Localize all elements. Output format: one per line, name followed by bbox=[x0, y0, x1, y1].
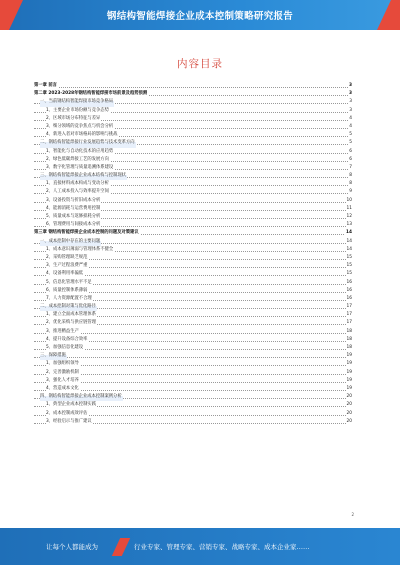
toc-entry-page: 4 bbox=[348, 123, 352, 131]
toc-entry-text: 6、管理费用与间接成本分析 bbox=[46, 221, 101, 229]
toc-entry-text: 4、新进入者对市场格局的影响与挑战 bbox=[46, 131, 118, 139]
report-header bbox=[0, 0, 400, 30]
toc-entry[interactable] bbox=[34, 360, 352, 368]
toc-entry[interactable] bbox=[34, 344, 352, 352]
toc-entry[interactable] bbox=[34, 213, 352, 221]
toc-entry[interactable] bbox=[34, 98, 352, 106]
toc-leader-dots bbox=[34, 382, 352, 383]
toc-entry-page: 19 bbox=[346, 369, 352, 377]
toc-entry-page: 8 bbox=[348, 180, 352, 188]
toc-entry[interactable] bbox=[34, 123, 352, 131]
toc-leader-dots bbox=[34, 365, 352, 366]
toc-heading: 内容目录 bbox=[177, 58, 223, 70]
toc-entry[interactable] bbox=[34, 262, 352, 270]
toc-entry-page: 15 bbox=[346, 270, 352, 278]
toc-entry[interactable] bbox=[34, 393, 352, 401]
toc-entry-page: 15 bbox=[346, 262, 352, 270]
toc-entry-page: 10 bbox=[346, 197, 352, 205]
toc-entry-page: 18 bbox=[346, 344, 352, 352]
toc-entry-text: 1、智能化与自动化技术的应用趋势 bbox=[46, 148, 114, 156]
toc-entry-text: 5、加强信息化建设 bbox=[46, 344, 84, 352]
toc-entry-page: 17 bbox=[346, 303, 352, 311]
toc-entry-page: 17 bbox=[346, 311, 352, 319]
toc-entry-text: 3、推进精益生产 bbox=[46, 328, 80, 336]
toc-entry-page: 14 bbox=[345, 229, 352, 237]
toc-entry-page: 19 bbox=[346, 352, 352, 360]
toc-entry-page: 4 bbox=[348, 115, 352, 123]
table-of-contents bbox=[34, 82, 352, 426]
toc-entry-page: 3 bbox=[348, 98, 352, 106]
toc-entry-text: 4、设备利用率偏低 bbox=[46, 270, 84, 278]
toc-entry-text: 第一章 前言 bbox=[34, 82, 58, 90]
toc-entry-text: 3、强化人才培养 bbox=[46, 377, 80, 385]
toc-entry-text: 3、数字化管理与质量追溯体系建设 bbox=[46, 164, 114, 172]
toc-entry-text: 1、主要企业市场份额与竞争态势 bbox=[46, 107, 110, 115]
toc-entry-text: 4、营造成本文化 bbox=[46, 385, 80, 393]
toc-entry-text: 3、经验启示与推广建议 bbox=[46, 418, 93, 426]
report-footer bbox=[0, 528, 400, 565]
toc-entry-page: 14 bbox=[346, 238, 352, 246]
toc-leader-dots bbox=[34, 357, 352, 358]
toc-entry[interactable] bbox=[34, 131, 352, 139]
toc-entry[interactable] bbox=[34, 352, 352, 360]
toc-entry[interactable] bbox=[34, 401, 352, 409]
toc-entry-page: 14 bbox=[346, 246, 352, 254]
toc-entry[interactable] bbox=[34, 139, 352, 147]
toc-entry[interactable] bbox=[34, 238, 352, 246]
toc-entry[interactable] bbox=[34, 156, 352, 164]
toc-entry-text: 3、细分领域的竞争焦点与机会分析 bbox=[46, 123, 114, 131]
toc-entry-text: 5、质量成本与返修损耗分析 bbox=[46, 213, 101, 221]
page-number: 2 bbox=[351, 512, 354, 517]
toc-entry[interactable] bbox=[34, 188, 352, 196]
toc-entry[interactable] bbox=[34, 319, 352, 327]
toc-entry[interactable] bbox=[34, 410, 352, 418]
toc-entry[interactable] bbox=[34, 336, 352, 344]
toc-entry-page: 16 bbox=[346, 295, 352, 303]
toc-entry[interactable] bbox=[34, 369, 352, 377]
toc-entry-page: 7 bbox=[348, 164, 352, 172]
toc-entry-page: 19 bbox=[346, 385, 352, 393]
toc-entry-text: 4、能源消耗与运营费用控制 bbox=[46, 205, 101, 213]
toc-entry-page: 6 bbox=[348, 148, 352, 156]
toc-entry-text: 三、钢结构智能焊接企业成本结构与控制现状 bbox=[40, 172, 127, 180]
toc-entry[interactable] bbox=[34, 197, 352, 205]
toc-entry-text: 2、完善激励机制 bbox=[46, 369, 80, 377]
toc-entry-text: 第三章 钢结构智能焊接企业成本控制的问题及对策建议 bbox=[34, 229, 140, 237]
toc-leader-dots bbox=[34, 333, 352, 334]
footer-tags: 行业专家、管理专家、营销专家、战略专家、成本企业家…… bbox=[134, 543, 310, 551]
toc-entry-text: 5、信息化管理水平不足 bbox=[46, 279, 93, 287]
toc-entry-text: 一、当前钢结构智能焊接市场竞争格局 bbox=[40, 98, 114, 106]
toc-leader-dots bbox=[34, 374, 352, 375]
toc-entry-page: 3 bbox=[348, 90, 352, 98]
toc-entry-text: 7、人力资源配置不合理 bbox=[46, 295, 93, 303]
toc-entry-text: 一、成本控制中存在的主要问题 bbox=[40, 238, 101, 246]
toc-entry-page: 20 bbox=[346, 410, 352, 418]
toc-entry-page: 18 bbox=[346, 336, 352, 344]
report-title: 钢结构智能焊接企业成本控制策略研究报告 bbox=[106, 11, 294, 22]
toc-entry[interactable] bbox=[34, 254, 352, 262]
toc-entry[interactable] bbox=[34, 172, 352, 180]
toc-entry-page: 3 bbox=[348, 107, 352, 115]
toc-entry-page: 5 bbox=[348, 131, 352, 139]
toc-entry-text: 2、绿色低碳焊接工艺的发展方向 bbox=[46, 156, 110, 164]
toc-entry[interactable] bbox=[34, 246, 352, 254]
toc-entry-text: 1、加强组织领导 bbox=[46, 360, 80, 368]
toc-leader-dots bbox=[34, 390, 352, 391]
toc-entry[interactable] bbox=[34, 82, 352, 90]
toc-entry[interactable] bbox=[34, 205, 352, 213]
toc-entry-page: 5 bbox=[348, 139, 352, 147]
footer-slogan: 让每个人都能成为 bbox=[46, 543, 98, 551]
toc-entry-page: 17 bbox=[346, 319, 352, 327]
toc-entry-page: 3 bbox=[348, 82, 352, 90]
footer-accent bbox=[112, 538, 130, 556]
toc-entry-page: 15 bbox=[346, 254, 352, 262]
toc-entry-text: 2、采购管理缺乏规范 bbox=[46, 254, 88, 262]
toc-entry-text: 1、成本意识薄弱与管理体系不健全 bbox=[46, 246, 114, 254]
toc-entry-page: 16 bbox=[346, 279, 352, 287]
toc-entry[interactable] bbox=[34, 418, 352, 426]
toc-leader-dots bbox=[34, 87, 352, 88]
toc-entry-text: 2、区域市场分布特征与差异 bbox=[46, 115, 101, 123]
toc-entry[interactable] bbox=[34, 107, 352, 115]
toc-entry[interactable] bbox=[34, 221, 352, 229]
toc-entry[interactable] bbox=[34, 229, 352, 237]
toc-entry-page: 19 bbox=[346, 360, 352, 368]
toc-entry[interactable] bbox=[34, 377, 352, 385]
toc-entry-text: 1、建立全面成本管理体系 bbox=[46, 311, 97, 319]
toc-entry-text: 2、优化采购与供应链管理 bbox=[46, 319, 97, 327]
toc-entry[interactable] bbox=[34, 385, 352, 393]
toc-entry[interactable] bbox=[34, 328, 352, 336]
toc-entry-page: 20 bbox=[346, 418, 352, 426]
toc-entry-page: 16 bbox=[346, 287, 352, 295]
toc-entry[interactable] bbox=[34, 270, 352, 278]
toc-entry-page: 13 bbox=[346, 221, 352, 229]
toc-entry-page: 8 bbox=[348, 172, 352, 180]
toc-entry[interactable] bbox=[34, 295, 352, 303]
toc-entry-text: 6、质量控制体系薄弱 bbox=[46, 287, 88, 295]
toc-entry-text: 3、生产过程浪费严重 bbox=[46, 262, 88, 270]
toc-entry-text: 三、保障措施 bbox=[40, 352, 67, 360]
toc-entry-text: 第二章 2023-2028年钢结构智能焊接市场前景及趋势预测 bbox=[34, 90, 148, 98]
toc-entry-text: 3、设备投资与折旧成本分析 bbox=[46, 197, 101, 205]
toc-entry-page: 6 bbox=[348, 156, 352, 164]
toc-entry-text: 2、人工成本投入与效率提升空间 bbox=[46, 188, 110, 196]
toc-entry-page: 11 bbox=[346, 205, 352, 213]
toc-entry[interactable] bbox=[34, 287, 352, 295]
toc-entry[interactable] bbox=[34, 279, 352, 287]
toc-entry[interactable] bbox=[34, 148, 352, 156]
toc-entry[interactable] bbox=[34, 311, 352, 319]
toc-entry-page: 20 bbox=[346, 393, 352, 401]
toc-entry-text: 4、提升设备综合效率 bbox=[46, 336, 88, 344]
toc-entry-page: 12 bbox=[346, 213, 352, 221]
toc-entry-page: 19 bbox=[346, 377, 352, 385]
toc-entry-text: 1、典型企业成本控制实践 bbox=[46, 401, 97, 409]
toc-entry-text: 2、成本控制成效评估 bbox=[46, 410, 88, 418]
toc-entry[interactable] bbox=[34, 90, 352, 98]
toc-entry-page: 20 bbox=[346, 401, 352, 409]
toc-entry-text: 二、钢结构智能焊接行业发展趋势与技术变革方向 bbox=[40, 139, 136, 147]
toc-entry[interactable] bbox=[34, 164, 352, 172]
toc-entry-page: 18 bbox=[346, 328, 352, 336]
toc-entry[interactable] bbox=[34, 180, 352, 188]
toc-entry[interactable] bbox=[34, 303, 352, 311]
toc-entry-text: 1、直接材料成本构成与变动分析 bbox=[46, 180, 110, 188]
toc-entry-page: 9 bbox=[348, 188, 352, 196]
toc-entry[interactable] bbox=[34, 115, 352, 123]
toc-entry-text: 四、钢结构智能焊接企业成本控制案例分析 bbox=[40, 393, 123, 401]
toc-entry-text: 二、成本控制对策与优化路径 bbox=[40, 303, 97, 311]
